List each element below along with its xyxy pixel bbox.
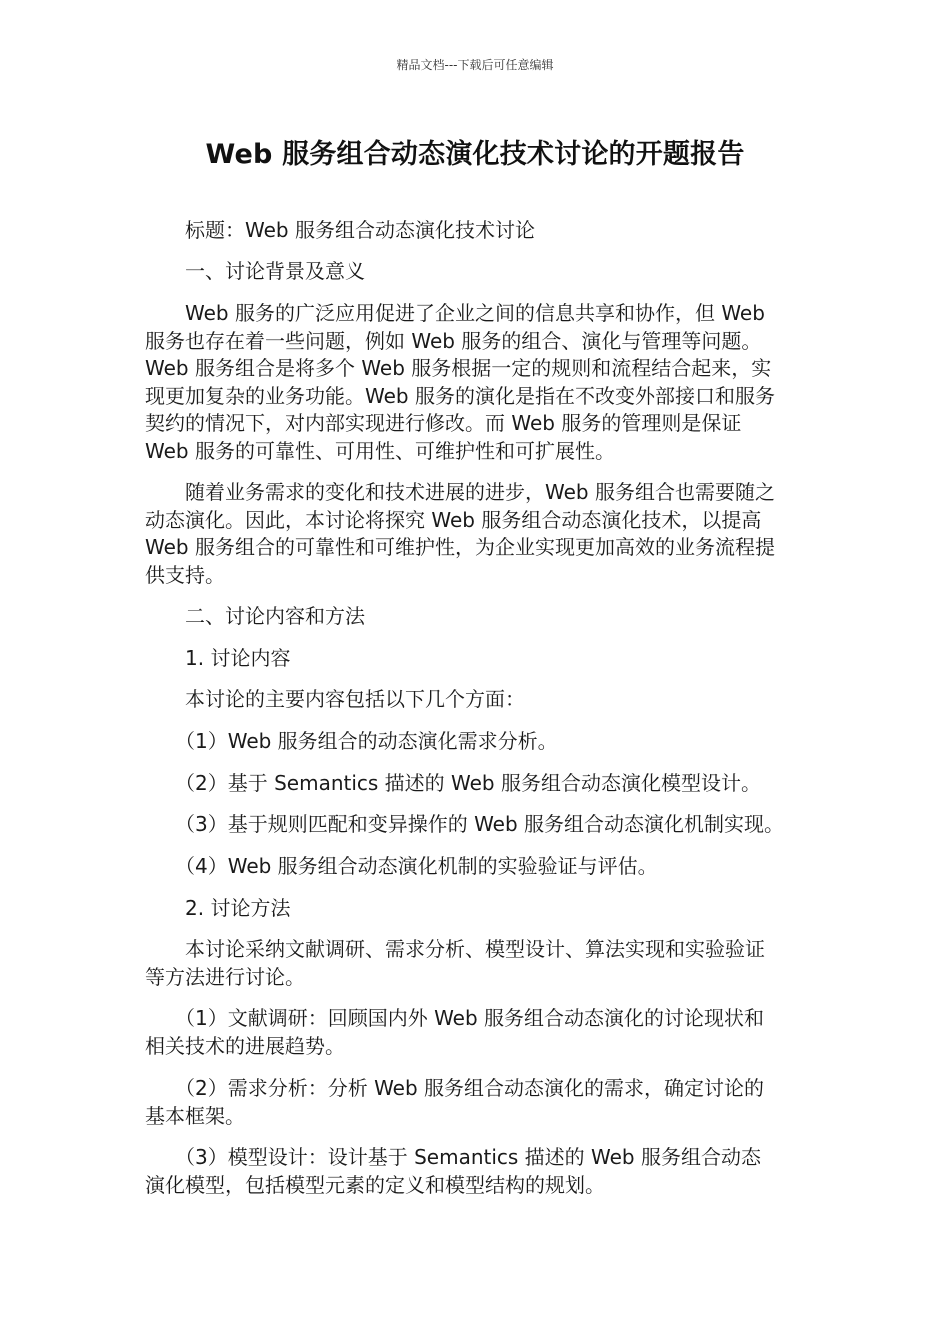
list-item-content-3: [145, 811, 805, 839]
text-line: 标题：Web 服务组合动态演化技术讨论: [145, 218, 535, 242]
list-item-method-1: [145, 1005, 805, 1060]
text-line: 一、讨论背景及意义: [145, 259, 365, 283]
text-line: Web 服务的可靠性、可用性、可维护性和可扩展性。: [145, 438, 615, 463]
heading-content-methods: [145, 603, 805, 631]
text-line: 现更加复杂的业务功能。Web 服务的演化是指在不改变外部接口和服务: [145, 383, 775, 408]
heading-content: [145, 645, 805, 673]
list-item-content-2: [145, 770, 805, 798]
list-item-method-2: [145, 1075, 805, 1130]
text-line: 二、讨论内容和方法: [145, 604, 365, 628]
paragraph-background-2: [145, 479, 805, 589]
paragraph-subject: [145, 217, 805, 245]
text-line: （3）基于规则匹配和变异操作的 Web 服务组合动态演化机制实现。: [145, 812, 785, 836]
text-line: （2）需求分析：分析 Web 服务组合动态演化的需求，确定讨论的: [145, 1076, 765, 1100]
list-item-content-1: [145, 728, 805, 756]
paragraph-content-intro: [145, 686, 805, 714]
list-item-method-3: [145, 1144, 805, 1199]
text-line: 相关技术的进展趋势。: [145, 1033, 345, 1058]
paragraph-methods-intro: [145, 936, 805, 991]
text-line: 契约的情况下，对内部实现进行修改。而 Web 服务的管理则是保证: [145, 411, 742, 435]
paragraph-background-1: [145, 300, 805, 465]
text-line: 服务也存在着一些问题，例如 Web 服务的组合、演化与管理等问题。: [145, 328, 762, 353]
heading-background: [145, 258, 805, 286]
text-line: 1. 讨论内容: [145, 646, 291, 670]
text-line: （3）模型设计：设计基于 Semantics 描述的 Web 服务组合动态: [145, 1145, 761, 1169]
document-title: Web 服务组合动态演化技术讨论的开题报告: [205, 139, 745, 170]
list-item-content-4: [145, 853, 805, 881]
text-line: 等方法进行讨论。: [145, 964, 305, 989]
text-line: Web 服务的广泛应用促进了企业之间的信息共享和协作，但 Web: [145, 301, 765, 325]
text-line: 基本框架。: [145, 1103, 245, 1128]
text-line: Web 服务组合的可靠性和可维护性，为企业实现更加高效的业务流程提: [145, 535, 775, 559]
text-line: 2. 讨论方法: [145, 896, 291, 920]
text-line: 动态演化。因此，本讨论将探究 Web 服务组合动态演化技术，以提高: [145, 507, 762, 532]
header-note: 精品文档---下载后可任意编辑: [396, 58, 554, 72]
text-line: Web 服务组合是将多个 Web 服务根据一定的规则和流程结合起来，实: [145, 356, 772, 380]
text-line: 随着业务需求的变化和技术进展的进步，Web 服务组合也需要随之: [145, 480, 775, 504]
text-line: （1）文献调研：回顾国内外 Web 服务组合动态演化的讨论现状和: [145, 1006, 765, 1030]
text-line: （2）基于 Semantics 描述的 Web 服务组合动态演化模型设计。: [145, 771, 761, 795]
text-line: 本讨论采纳文献调研、需求分析、模型设计、算法实现和实验验证: [145, 937, 765, 961]
text-line: 本讨论的主要内容包括以下几个方面：: [145, 687, 525, 711]
text-line: 演化模型，包括模型元素的定义和模型结构的规划。: [145, 1172, 605, 1197]
text-line: （4）Web 服务组合动态演化机制的实验验证与评估。: [145, 854, 658, 878]
text-line: （1）Web 服务组合的动态演化需求分析。: [145, 729, 558, 753]
heading-methods: [145, 895, 805, 923]
text-line: 供支持。: [145, 562, 225, 587]
